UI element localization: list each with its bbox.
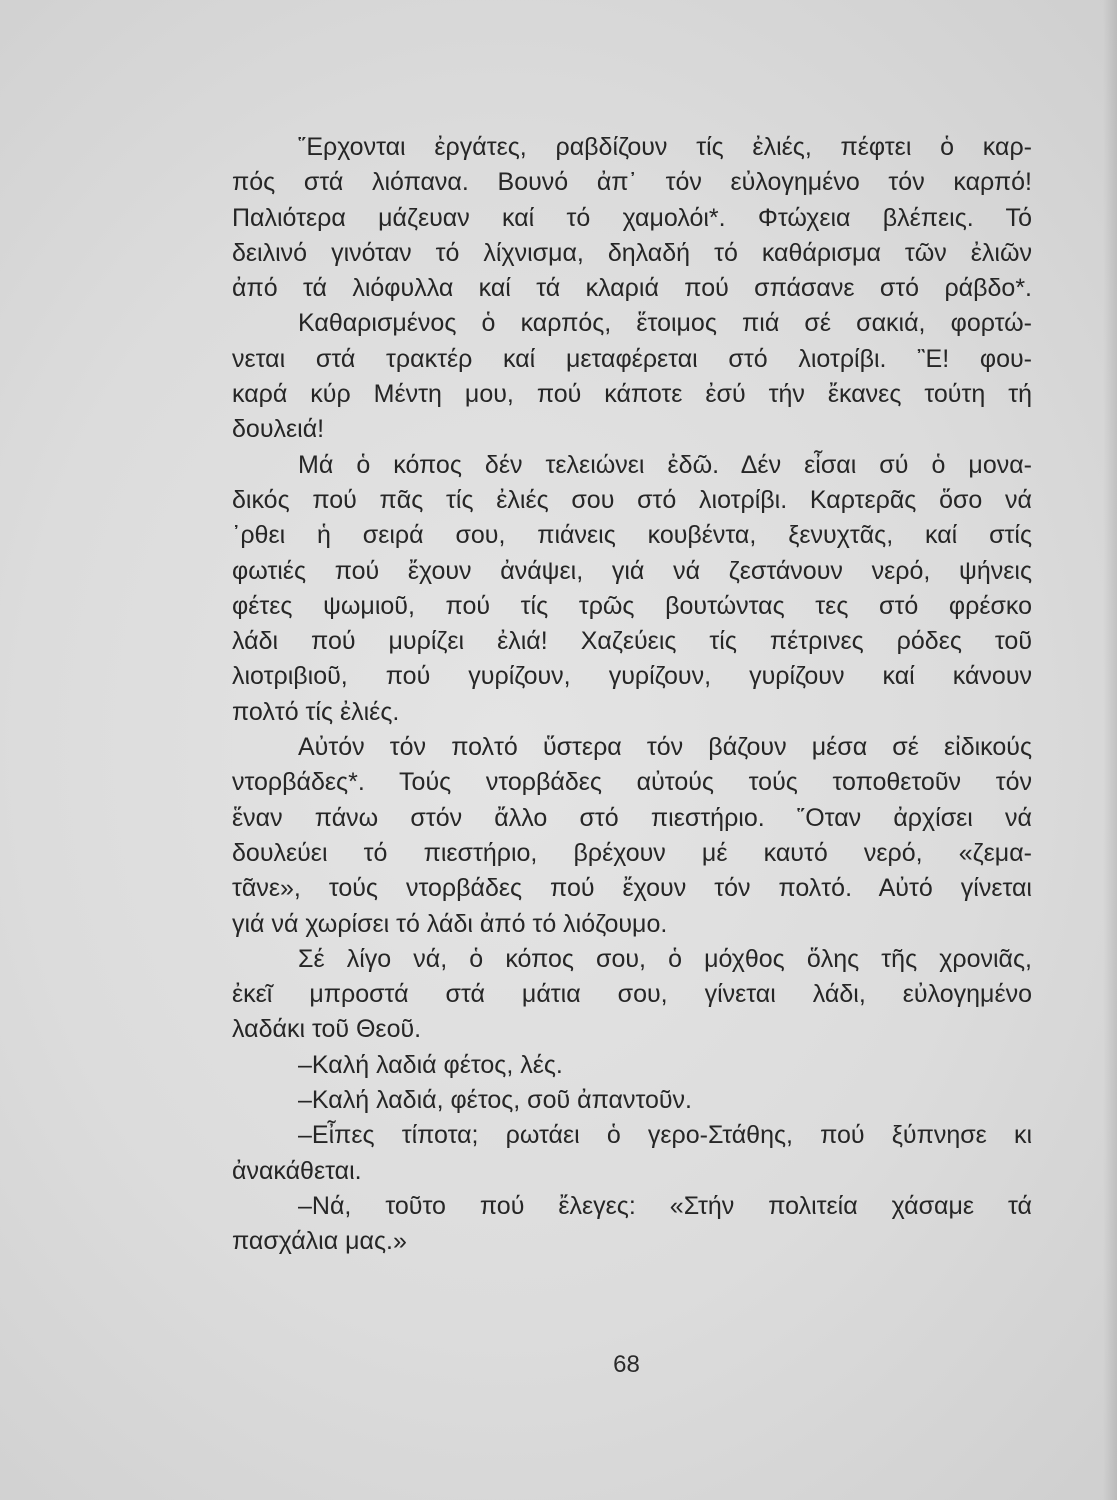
text-line: ῞Ερχονται ἐργάτες, ραβδίζουν τίς ἐλιές, πέφτει ὁ καρ- [298, 133, 1032, 161]
page-edge-shadow [1103, 0, 1117, 1500]
text-line: Αὐτόν τόν πολτό ὕστερα τόν βάζουν μέσα σέ εἰδικούς [298, 733, 1032, 762]
text-line: Καθαρισμένος ὁ καρπός, ἕτοιμος πιά σέ σακιά, φορτώ- [298, 309, 1032, 338]
text-line: Μά ὁ κόπος δέν τελειώνει ἐδῶ. Δέν εἶσαι σύ ὁ μονα- [298, 450, 1032, 479]
text-line: ἕναν πάνω στόν ἄλλο στό πιεστήριο. ῞Οταν ἀρχίσει νά [232, 803, 1032, 832]
text-line: πασχάλια μας.» [232, 1227, 407, 1256]
text-line: δικός πού πᾶς τίς ἐλιές σου στό λιοτρίβι. Καρτερᾶς ὅσο νά [232, 485, 1032, 514]
text-line: τᾶνε», τούς ντορβάδες πού ἔχουν τόν πολτό. Αὐτό γίνεται [232, 874, 1032, 903]
text-line: Σέ λίγο νά, ὁ κόπος σου, ὁ μόχθος ὅλης τῆς χρονιᾶς, [298, 944, 1032, 973]
text-line: δειλινό γινόταν τό λίχνισμα, δηλαδή τό καθάρισμα τῶν ἐλιῶν [232, 238, 1032, 267]
text-line: Παλιότερα μάζευαν καί τό χαμολόι*. Φτώχεια βλέπεις. Τό [232, 203, 1032, 232]
text-line: φέτες ψωμιοῦ, πού τίς τρῶς βουτώντας τες στό φρέσκο [232, 591, 1032, 620]
text-line: –Καλή λαδιά φέτος, λές. [298, 1050, 563, 1079]
page-number: 68 [613, 1351, 640, 1378]
text-line: φωτιές πού ἔχουν ἀνάψει, γιά νά ζεστάνουν νερό, ψήνεις [232, 556, 1032, 585]
text-line: λαδάκι τοῦ Θεοῦ. [232, 1015, 422, 1044]
text-line: δουλεύει τό πιεστήριο, βρέχουν μέ καυτό νερό, «ζεμα- [232, 838, 1032, 867]
text-line: λάδι πού μυρίζει ἐλιά! Χαζεύεις τίς πέτρινες ρόδες τοῦ [232, 627, 1032, 656]
text-line: δουλειά! [232, 415, 325, 444]
text-line: ἀνακάθεται. [232, 1156, 362, 1185]
text-line: ἐκεῖ μπροστά στά μάτια σου, γίνεται λάδι, εὐλογημένο [232, 980, 1032, 1009]
text-line: –Νά, τοῦτο πού ἔλεγες: «Στήν πολιτεία χάσαμε τά [298, 1191, 1032, 1220]
text-line: ᾽ρθει ἡ σειρά σου, πιάνεις κουβέντα, ξενυχτᾶς, καί στίς [232, 521, 1032, 550]
body-text [232, 130, 1032, 1260]
text-line: ἀπό τά λιόφυλλα καί τά κλαριά πού σπάσανε στό ράβδο*. [232, 274, 1032, 303]
text-line: νεται στά τρακτέρ καί μεταφέρεται στό λιοτρίβι. ῍Ε! φου- [232, 344, 1032, 373]
text-line: πολτό τίς ἐλιές. [232, 697, 400, 726]
text-line: καρά κύρ Μέντη μου, πού κάποτε ἐσύ τήν ἔκανες τούτη τή [232, 380, 1032, 409]
text-line: γιά νά χωρίσει τό λάδι ἀπό τό λιόζουμο. [232, 909, 668, 938]
text-line: –Εἶπες τίποτα; ρωτάει ὁ γερο-Στάθης, πού ξύπνησε κι [298, 1121, 1032, 1150]
text-line: πός στά λιόπανα. Βουνό ἀπ᾽ τόν εὐλογημένο τόν καρπό! [232, 168, 1032, 197]
text-line: ντορβάδες*. Τούς ντορβάδες αὐτούς τούς τοποθετοῦν τόν [232, 768, 1032, 797]
text-line: λιοτριβιοῦ, πού γυρίζουν, γυρίζουν, γυρίζουν καί κάνουν [232, 662, 1032, 691]
text-line: –Καλή λαδιά, φέτος, σοῦ ἀπαντοῦν. [298, 1086, 692, 1115]
